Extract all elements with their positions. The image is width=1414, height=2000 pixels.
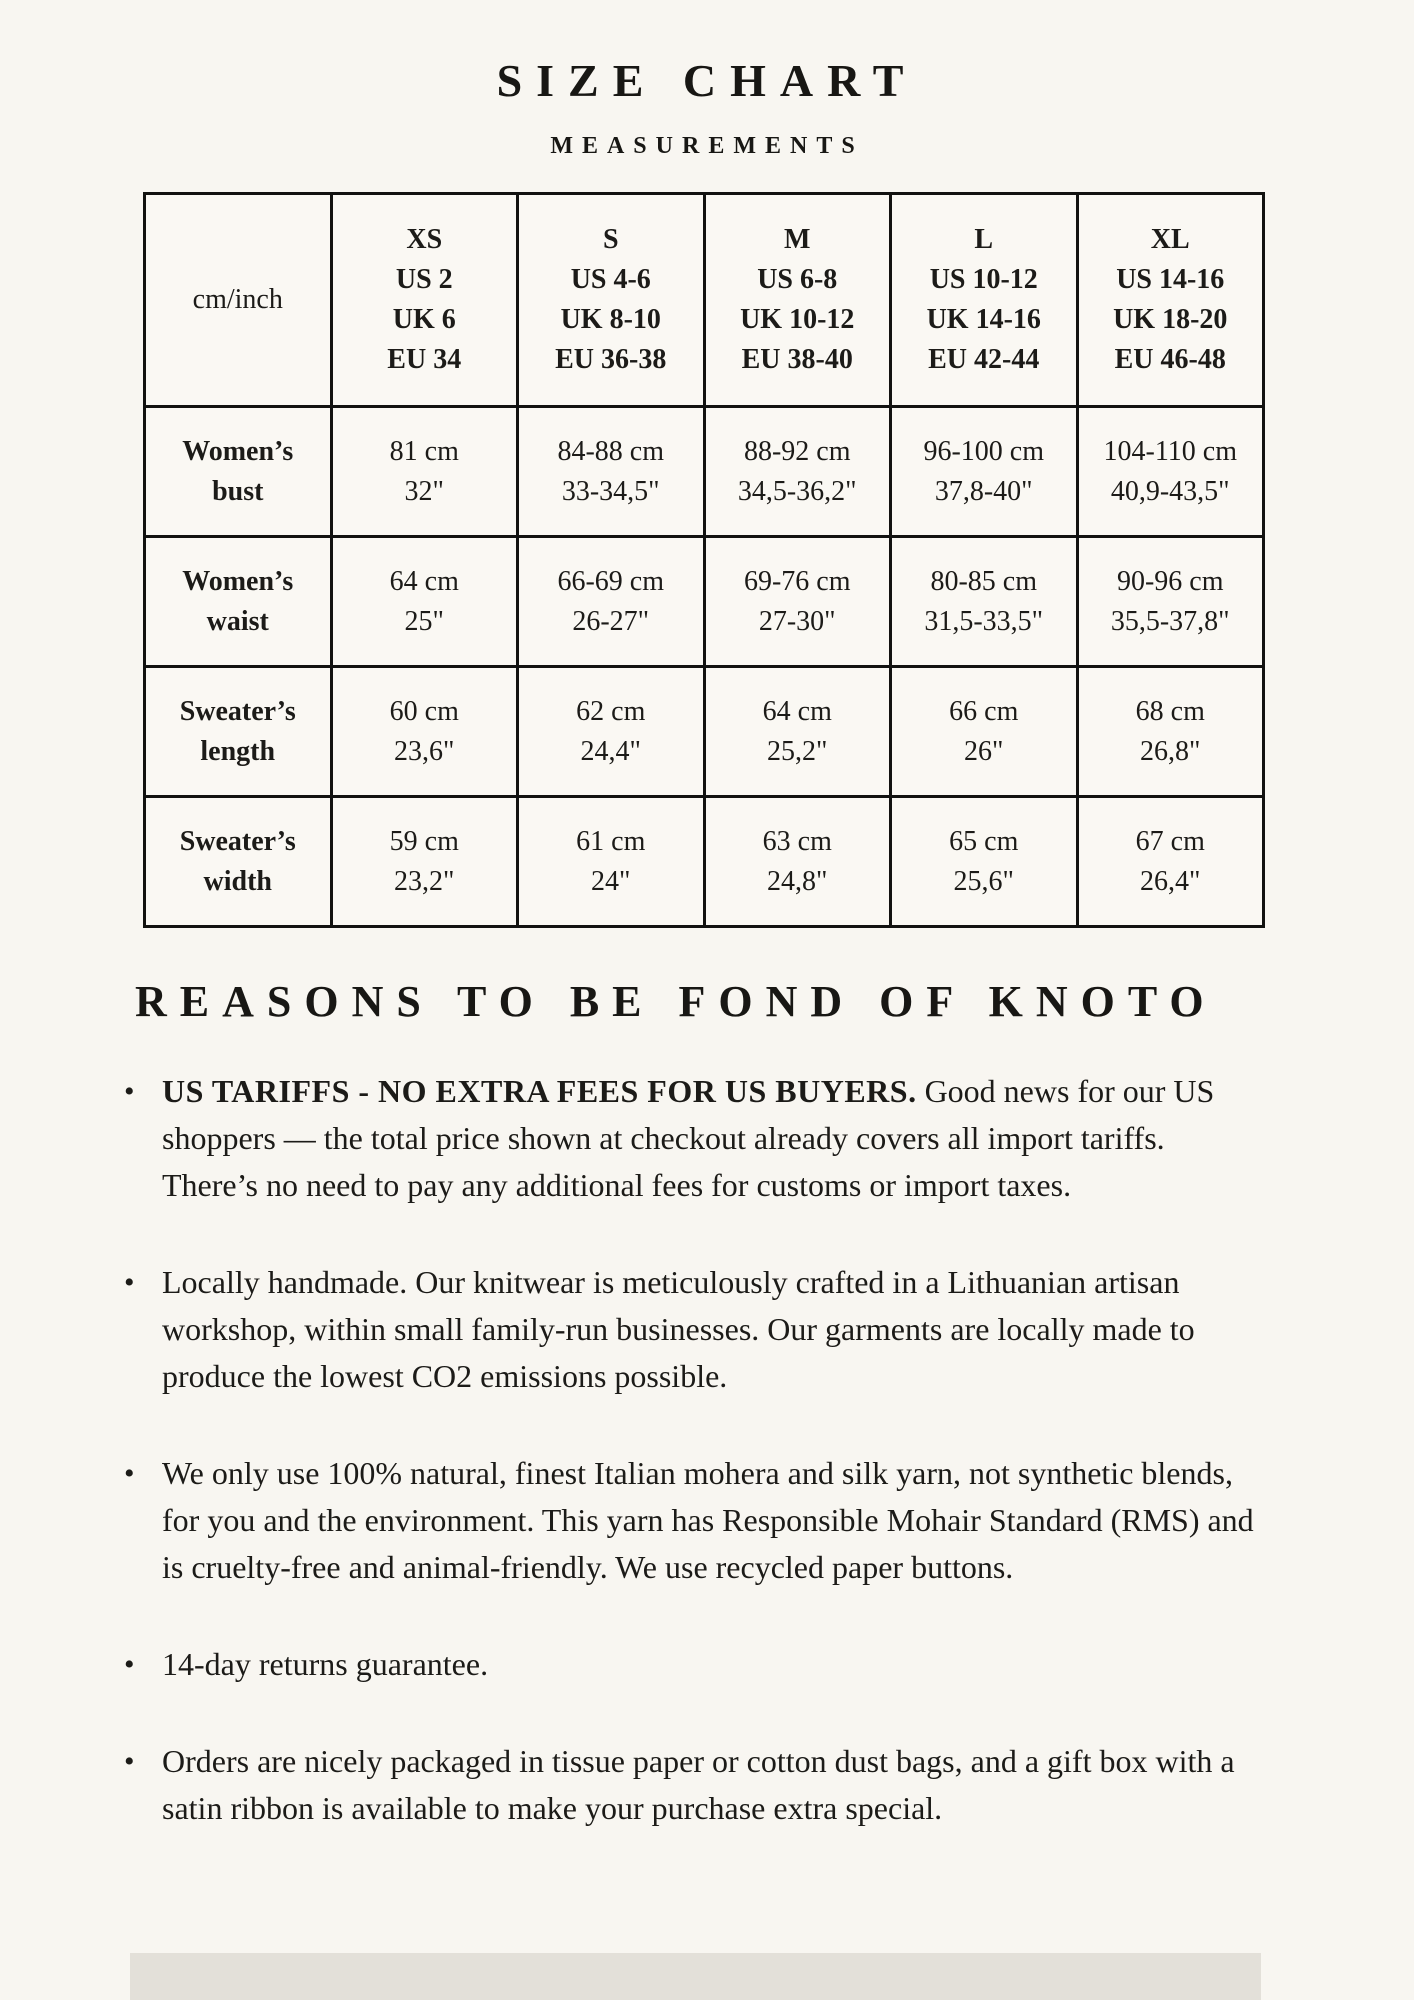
inch-value: 37,8-40": [934, 475, 1033, 507]
uk-size: UK 6: [392, 304, 456, 335]
cm-value: 64 cm: [389, 565, 459, 597]
eu-size: EU 42-44: [928, 344, 1040, 375]
cm-value: 69-76 cm: [743, 565, 851, 597]
cm-value: 65 cm: [949, 825, 1019, 857]
table-row-womens-bust: [145, 407, 1264, 537]
table-row-sweaters-width: [145, 797, 1264, 927]
inch-value: 23,2": [394, 865, 455, 897]
table-row-sweaters-length: [145, 667, 1264, 797]
eu-size: EU 36-38: [555, 344, 667, 375]
cm-value: 60 cm: [389, 695, 459, 727]
cm-value: 61 cm: [576, 825, 646, 857]
eu-size: EU 34: [387, 344, 462, 375]
us-size: US 10-12: [929, 264, 1038, 295]
table-cell: [1077, 667, 1264, 797]
size-column-header-xl: [1077, 194, 1264, 407]
size-label: L: [974, 224, 994, 255]
inch-value: 26,8": [1140, 735, 1201, 767]
bottom-section-strip: [130, 1953, 1261, 2000]
table-cell: [1077, 407, 1264, 537]
reason-text: Good news for our US shoppers — the total price shown at checkout already covers all import tariffs. There’s no need to pay any additional fees for customs or import taxes.: [162, 1073, 1215, 1204]
inch-value: 23,6": [394, 735, 455, 767]
corner-cell: cm/inch: [145, 194, 332, 407]
inch-value: 31,5-33,5": [924, 605, 1044, 637]
table-cell: [518, 407, 705, 537]
us-size: US 4-6: [570, 264, 651, 295]
size-column-header-l: [891, 194, 1078, 407]
reason-text: 14-day returns guarantee.: [162, 1646, 489, 1683]
inch-value: 34,5-36,2": [737, 475, 857, 507]
table-header-row: [145, 194, 1264, 407]
reason-text: Locally handmade. Our knitwear is meticulously crafted in a Lithuanian artisan workshop, within small family-run businesses. Our garments are locally made to produce the lowest CO2 emissions possible.: [162, 1264, 1195, 1395]
size-column-header-s: [518, 194, 705, 407]
size-label: S: [602, 224, 619, 255]
list-item: [122, 1259, 1262, 1400]
inch-value: 24,4": [580, 735, 641, 767]
us-size: US 2: [395, 264, 453, 295]
list-item: [122, 1068, 1262, 1209]
cm-value: 66-69 cm: [557, 565, 665, 597]
uk-size: UK 10-12: [740, 304, 855, 335]
list-item: [122, 1641, 1262, 1688]
cm-value: 84-88 cm: [557, 435, 665, 467]
reason-text: Orders are nicely packaged in tissue paper or cotton dust bags, and a gift box with a satin ribbon is available to make your purchase extra special.: [162, 1743, 1235, 1827]
inch-value: 25,6": [953, 865, 1014, 897]
table-cell: [331, 537, 518, 667]
table-cell: [704, 797, 891, 927]
table-cell: [891, 797, 1078, 927]
table-cell: [704, 667, 891, 797]
size-chart-table: [143, 192, 1265, 928]
reasons-heading: REASONS TO BE FOND OF KNOTO: [135, 977, 1217, 1026]
row-label: Sweater’s width: [145, 797, 332, 927]
row-label: Women’s waist: [145, 537, 332, 667]
reason-bold-text: US TARIFFS - NO EXTRA FEES FOR US BUYERS.: [162, 1073, 917, 1110]
table-cell: [518, 797, 705, 927]
page-subtitle: MEASUREMENTS: [550, 133, 864, 159]
cm-value: 59 cm: [389, 825, 459, 857]
table-cell: [891, 537, 1078, 667]
table-cell: [331, 667, 518, 797]
inch-value: 24,8": [767, 865, 828, 897]
cm-value: 68 cm: [1135, 695, 1205, 727]
row-label: Women’s bust: [145, 407, 332, 537]
list-item: [122, 1450, 1262, 1591]
us-size: US 14-16: [1116, 264, 1225, 295]
us-size: US 6-8: [757, 264, 838, 295]
cm-value: 80-85 cm: [930, 565, 1038, 597]
table-cell: [704, 407, 891, 537]
inch-value: 24": [591, 865, 631, 897]
inch-value: 35,5-37,8": [1110, 605, 1230, 637]
table-cell: [331, 797, 518, 927]
table-cell: [518, 537, 705, 667]
table-cell: [704, 537, 891, 667]
cm-value: 66 cm: [949, 695, 1019, 727]
uk-size: UK 18-20: [1113, 304, 1228, 335]
page-title: SIZE CHART: [496, 55, 918, 106]
list-item: [122, 1738, 1262, 1832]
inch-value: 32": [404, 475, 444, 507]
size-label: M: [784, 224, 811, 255]
size-label: XS: [406, 224, 443, 255]
eu-size: EU 38-40: [741, 344, 853, 375]
cm-value: 81 cm: [389, 435, 459, 467]
inch-value: 25,2": [767, 735, 828, 767]
table-cell: [1077, 537, 1264, 667]
cm-value: 104-110 cm: [1103, 435, 1237, 467]
size-column-header-m: [704, 194, 891, 407]
table-cell: [891, 407, 1078, 537]
cm-value: 63 cm: [762, 825, 832, 857]
table-cell: [891, 667, 1078, 797]
cm-value: 62 cm: [576, 695, 646, 727]
size-column-header-xs: [331, 194, 518, 407]
inch-value: 25": [404, 605, 444, 637]
cm-value: 88-92 cm: [743, 435, 851, 467]
table-cell: [331, 407, 518, 537]
cm-value: 67 cm: [1135, 825, 1205, 857]
reason-text: We only use 100% natural, finest Italian mohera and silk yarn, not synthetic blends, for you and the environment. This yarn has Responsible Mohair Standard (RMS) and is cruelty-free and animal-friendly. We use recycled paper buttons.: [162, 1455, 1254, 1586]
cm-value: 90-96 cm: [1116, 565, 1224, 597]
uk-size: UK 14-16: [926, 304, 1041, 335]
row-label: Sweater’s length: [145, 667, 332, 797]
reasons-list: [122, 1068, 1262, 1832]
size-label: XL: [1150, 224, 1190, 255]
uk-size: UK 8-10: [560, 304, 661, 335]
inch-value: 26-27": [572, 605, 650, 637]
inch-value: 40,9-43,5": [1110, 475, 1230, 507]
table-cell: [518, 667, 705, 797]
inch-value: 27-30": [758, 605, 836, 637]
table-cell: [1077, 797, 1264, 927]
table-row-womens-waist: [145, 537, 1264, 667]
inch-value: 26": [964, 735, 1004, 767]
cm-value: 64 cm: [762, 695, 832, 727]
inch-value: 33-34,5": [561, 475, 660, 507]
eu-size: EU 46-48: [1114, 344, 1226, 375]
cm-value: 96-100 cm: [923, 435, 1045, 467]
inch-value: 26,4": [1140, 865, 1201, 897]
